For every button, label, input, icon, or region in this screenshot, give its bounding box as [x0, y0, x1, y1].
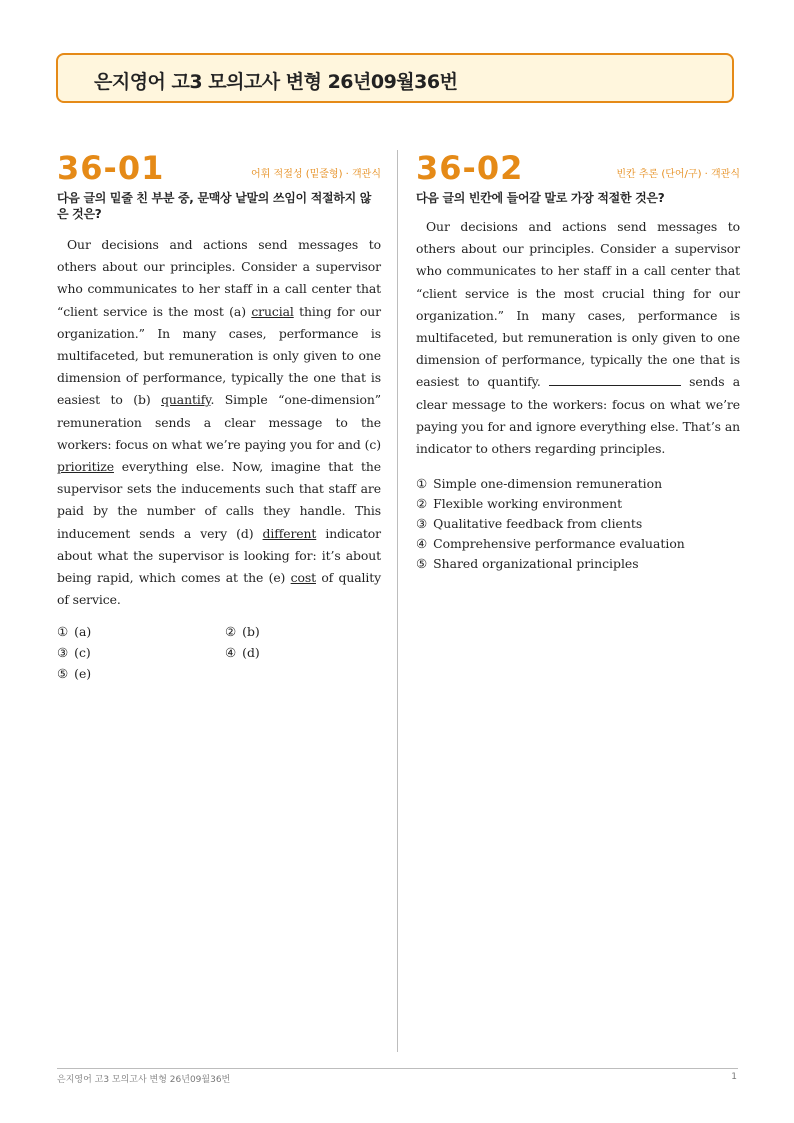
choice-number: ② — [416, 496, 428, 512]
question-prompt: 다음 글의 밑줄 친 부분 중, 문맥상 낱말의 쓰임이 적절하지 않은 것은? — [57, 191, 372, 221]
answer-choice[interactable] — [416, 474, 740, 494]
passage-text: Our decisions and actions send messages to others about our principles. Consider a supervisor who communicates to her staff in a call center that “client service is the most (a) — [57, 237, 381, 319]
column-divider — [397, 150, 398, 1052]
choice-number: ① — [57, 624, 69, 640]
choice-text: (c) — [74, 645, 91, 661]
passage-text: sends a clear message to the workers: focus on what we’re paying you for and ignore everything else. That’s an indicator to others regarding principles. — [416, 374, 740, 457]
choice-text: (b) — [242, 624, 260, 640]
answer-choice[interactable] — [416, 494, 740, 514]
choice-text: Qualitative feedback from clients — [433, 516, 643, 532]
answer-choices — [416, 474, 740, 574]
answer-choice[interactable] — [225, 623, 375, 641]
choice-number: ⑤ — [416, 556, 428, 572]
choice-number: ④ — [225, 645, 237, 661]
question-36-01 — [57, 148, 381, 683]
choice-text: Shared organizational principles — [433, 556, 639, 572]
footer-divider — [57, 1068, 738, 1069]
question-type-tag: 어휘 적절성 (밑줄형) · 객관식 — [251, 169, 381, 180]
question-36-02 — [416, 148, 740, 574]
question-number: 36-01 — [57, 149, 165, 187]
underlined-word-b: quantify — [161, 392, 211, 408]
answer-choices — [57, 623, 381, 683]
choice-number: ③ — [57, 645, 69, 661]
passage-text: thing for our organization.” In many cases, performance is multifaceted, but remuneration is only given to one dimension of performance, typically the one that is easiest to (b) — [57, 303, 381, 408]
passage-text: . Simple “one-dimension” remuneration sends a clear message to the workers: focus on what we’re paying you for and (c) — [57, 392, 381, 452]
answer-choice[interactable] — [416, 534, 740, 554]
answer-choice[interactable] — [57, 665, 225, 683]
question-header — [416, 148, 740, 188]
choice-text: Flexible working environment — [433, 496, 623, 512]
passage-text: of quality of service. — [57, 570, 382, 608]
choice-text: Comprehensive performance evaluation — [433, 536, 685, 552]
reading-passage — [416, 216, 740, 460]
passage-text: everything else. Now, imagine that the supervisor sets the inducements such that staff are paid by the number of calls they handle. This inducement sends a very (d) — [57, 459, 381, 541]
reading-passage — [57, 234, 381, 611]
answer-choice[interactable] — [225, 644, 375, 662]
passage-text: indicator about what the supervisor is looking for: it’s about being rapid, which comes at the (e) — [57, 525, 381, 586]
page-number: 1 — [731, 1072, 737, 1082]
question-header — [57, 148, 381, 188]
choice-number: ④ — [416, 536, 428, 552]
choice-number: ② — [225, 624, 237, 640]
choice-text: (e) — [74, 666, 92, 682]
underlined-word-c: prioritize — [57, 459, 114, 475]
choice-text: Simple one-dimension remuneration — [433, 476, 663, 492]
answer-blank — [549, 373, 681, 386]
answer-choice[interactable] — [416, 554, 740, 574]
page-title: 은지영어 고3 모의고사 변형 26년09월36번 — [94, 71, 458, 93]
answer-choice[interactable] — [57, 623, 225, 641]
choice-number: ⑤ — [57, 666, 69, 682]
choice-number: ③ — [416, 516, 428, 532]
underlined-word-e: cost — [290, 570, 316, 586]
choice-text: (d) — [242, 645, 260, 661]
question-type-tag: 빈칸 추론 (단어/구) · 객관식 — [616, 169, 740, 180]
footer-title: 은지영어 고3 모의고사 변형 26년09월36번 — [57, 1075, 231, 1085]
answer-choice[interactable] — [416, 514, 740, 534]
question-prompt: 다음 글의 빈칸에 들어갈 말로 가장 적절한 것은? — [416, 191, 665, 205]
choice-text: (a) — [74, 624, 92, 640]
passage-text: Our decisions and actions send messages to others about our principles. Consider a supervisor who communicates to her staff in a call center that “client service is the most crucial thing for our organization.” In many cases, performance is multifaceted, but remuneration is only given to one dimension of performance, typically the one that is easiest to quantify. — [416, 219, 740, 390]
choice-number: ① — [416, 476, 428, 492]
underlined-word-a: crucial — [251, 303, 294, 319]
underlined-word-d: different — [262, 525, 317, 541]
question-number: 36-02 — [416, 149, 524, 187]
answer-choice[interactable] — [57, 644, 225, 662]
header-banner — [56, 53, 734, 103]
